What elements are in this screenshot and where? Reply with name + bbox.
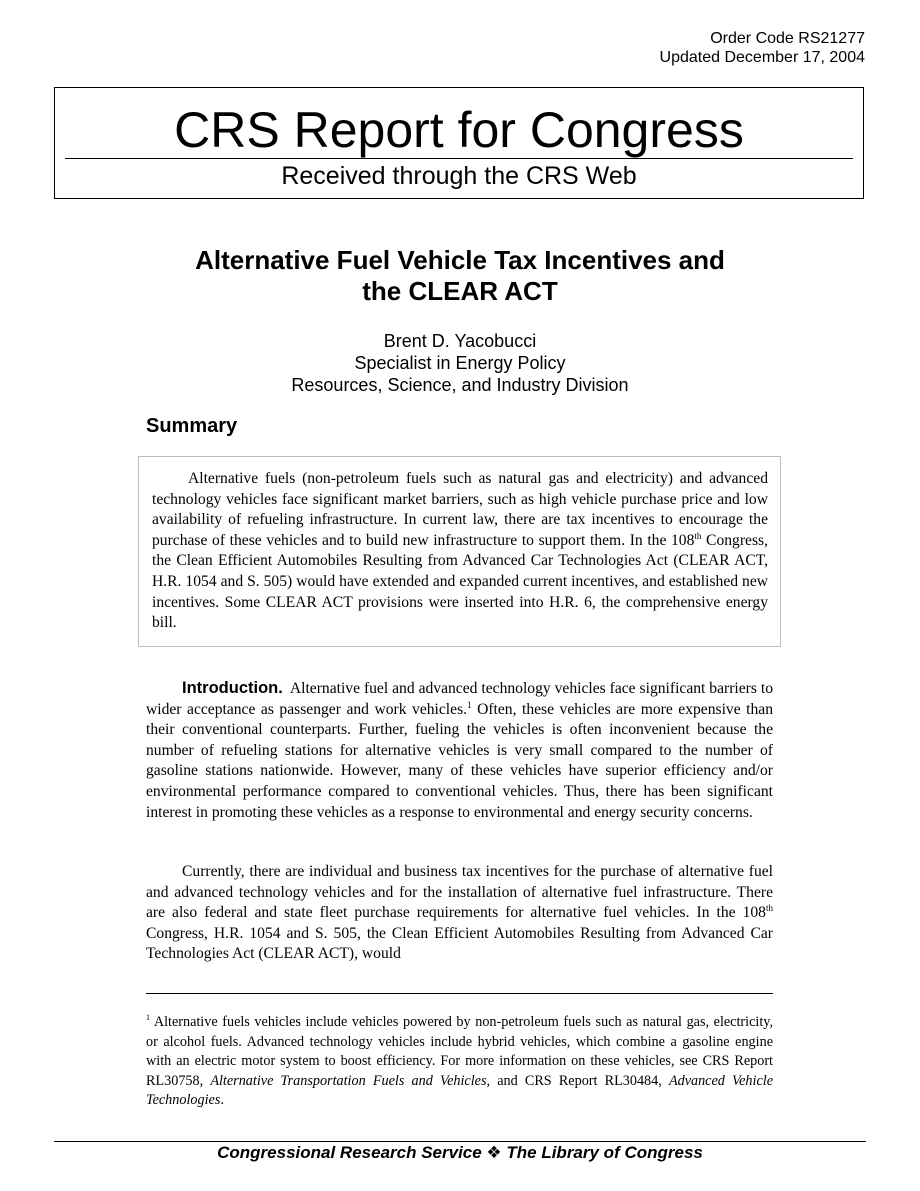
introduction-text-part1: Alternative fuel and advanced technology vehicles face significant barriers to wider acceptance as passenger and work vehicles. [146,680,773,718]
summary-box [138,456,781,647]
author-division: Resources, Science, and Industry Division [291,375,629,395]
summary-text-part2: Congress, the Clean Efficient Automobiles Resulting from Advanced Car Technologies Act (CLEAR ACT, H.R. 1054 and S. 505) would have extended and expanded current incentives, and established new incentives. Some CLEAR ACT provisions were inserted into H.R. 6, the comprehensive energy bill. [152,531,768,632]
summary-superscript: th [694,530,702,541]
report-title [120,245,800,307]
footnote-number: 1 [146,1013,150,1022]
order-code: Order Code RS21277 [710,30,865,47]
body-paragraph-2-text [146,862,773,965]
introduction-heading: Introduction. [182,679,283,697]
report-title-line1: Alternative Fuel Vehicle Tax Incentives and [195,245,725,275]
footnote-separator [146,993,773,994]
footnote-text-part1: Alternative fuels vehicles include vehicles powered by non-petroleum fuels such as natural gas, electricity, or alcohol fuels. Advanced technology vehicles include hybrid vehicles, which combine a gasoline engine with an electric motor system to boost efficiency. For more information on these vehicles, see CRS Report RL30758, [146,1014,773,1089]
summary-text-part1: Alternative fuels (non-petroleum fuels such as natural gas and electricity) and advanced technology vehicles face significant market barriers, such as high vehicle purchase price and low availability of refueling infrastructure. In current law, there are tax incentives to encourage the purchase of these vehicles and to build new infrastructure to support them. In the 108 [152,470,768,549]
summary-heading: Summary [146,415,238,437]
author-name: Brent D. Yacobucci [383,331,537,351]
footnote [146,1013,773,1111]
introduction-text-part2: Often, these vehicles are more expensive than their conventional counterparts. Further, fueling the vehicles is often inconvenient because the number of refueling stations for alternative vehicles is very small compared to the number of gasoline stations nationwide. However, many of these vehicles have superior efficiency and/or environmental performance compared to conventional vehicles. Thus, there has been significant interest in promoting these vehicles as a response to environmental and energy security concerns. [146,700,774,821]
body-paragraph-2-part2: Congress, H.R. 1054 and S. 505, the Clean Efficient Automobiles Resulting from Advanced Car Technologies Act (CLEAR ACT), would [146,924,773,963]
updated-date: Updated December 17, 2004 [659,49,865,66]
author-position: Specialist in Energy Policy [354,353,566,373]
footnote-citation-2: Advanced Vehicle Technologies [146,1072,774,1108]
body-paragraph-2-part1: Currently, there are individual and business tax incentives for the purchase of alternative fuel and advanced technology vehicles and for the installation of alternative fuel infrastructure. There are also federal and state fleet purchase requirements for alternative fuel vehicles. In the 108 [146,863,773,922]
report-title-line2: the CLEAR ACT [362,276,558,306]
body-paragraph-2-superscript: th [765,903,773,914]
masthead [54,87,864,199]
footnote-citation-1: Alternative Transportation Fuels and Vehicles [210,1072,487,1089]
introduction-text [146,678,773,823]
masthead-title: CRS Report for Congress [174,102,744,158]
footnote-text-part2: , and CRS Report RL30484, [486,1072,669,1089]
summary-text [152,469,768,634]
footnote-reference[interactable]: 1 [467,699,472,710]
footnote-text-part3: . [220,1092,224,1108]
author-block [120,330,800,396]
masthead-subtitle: Received through the CRS Web [281,162,637,190]
page-footer: Congressional Research Service ❖ The Library of Congress [217,1143,703,1162]
masthead-rule [65,158,853,159]
order-code-block [660,29,865,67]
body-paragraph-2 [146,862,773,965]
introduction-paragraph [146,678,773,823]
